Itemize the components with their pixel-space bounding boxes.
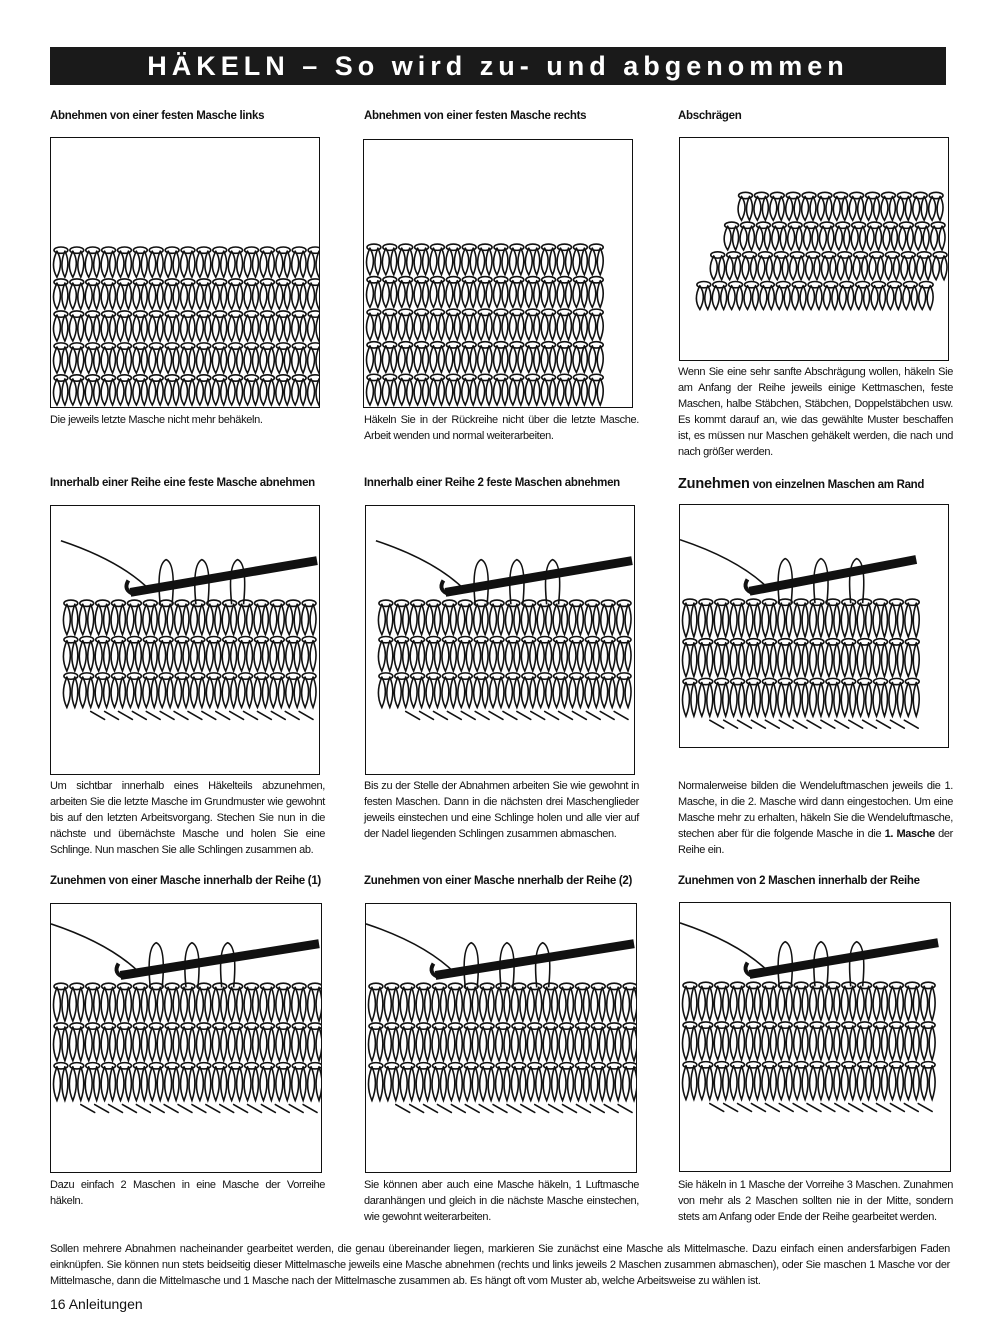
- illustration-abschraegen: [679, 137, 949, 361]
- illustration-zunehmen-innerhalb-1: [50, 903, 322, 1173]
- section-abnehmen-links: [50, 110, 335, 126]
- illustration-abnehmen-rechts: [363, 139, 633, 408]
- caption-text-end: der Reihe ein.: [678, 828, 953, 856]
- section-heading: Abschrägen: [678, 110, 742, 122]
- section-zunehmen-rand: [678, 476, 963, 492]
- illustration-zunehmen-zwei-maschen: [679, 902, 951, 1172]
- section-caption: Bis zu der Stelle der Abnahmen arbeiten Sie wie gewohnt in festen Maschen. Dann in die nächsten drei Maschenglieder jeweils einstechen und eine Schlinge holen und alle vier auf der Nadel liegenden Schlingen zusammen abmaschen.: [364, 780, 639, 840]
- section-heading: Innerhalb einer Reihe 2 feste Maschen abnehmen: [364, 477, 620, 489]
- section-heading: Abnehmen von einer festen Masche links: [50, 110, 265, 122]
- section-eine-masche-abnehmen: [50, 477, 335, 493]
- section-zunehmen-innerhalb-2: [364, 875, 649, 891]
- section-caption: Wenn Sie eine sehr sanfte Abschrägung wollen, häkeln Sie am Anfang der Reihe jeweils einige Kettmaschen, feste Maschen, halbe Stäbchen, Stäbchen, Doppelstäbchen usw. Es kommt darauf an, wie das gewählte Muster beschaffen ist, es müssen nur Maschen gehäkelt werden, die nach und nach größer werden.: [678, 366, 953, 458]
- section-heading: Zunehmen von einer Masche nnerhalb der Reihe (2): [364, 875, 633, 887]
- section-caption: [678, 778, 953, 858]
- heading-emphasis: Zunehmen: [678, 476, 750, 492]
- section-caption: Dazu einfach 2 Maschen in eine Masche der Vorreihe häkeln.: [50, 1179, 325, 1207]
- crochet-illustration: [51, 138, 319, 407]
- illustration-eine-masche-abnehmen: [50, 505, 320, 775]
- section-heading: [678, 476, 963, 492]
- crochet-illustration: [51, 904, 321, 1172]
- crochet-illustration: [364, 140, 632, 407]
- page-number: 16: [50, 1296, 66, 1312]
- section-zunehmen-zwei-maschen: [678, 875, 963, 891]
- section-heading: Zunehmen von einer Masche innerhalb der Reihe (1): [50, 875, 321, 887]
- illustration-abnehmen-links: [50, 137, 320, 408]
- section-zwei-maschen-abnehmen: [364, 477, 649, 493]
- section-caption: Sie häkeln in 1 Masche der Vorreihe 3 Maschen. Zunahmen von mehr als 2 Maschen sollten nie in der Mitte, sondern stets am Anfang oder Ende der Reihe gearbeitet werden.: [678, 1179, 953, 1223]
- caption-text: Normalerweise bilden die Wendeluftmaschen jeweils die 1. Masche, in die 2. Masche wird dann eingestochen. Um eine Masche mehr zu erhalten, häkeln Sie die Wendeluftmasche, stechen aber für die folgende Masche in die: [678, 780, 953, 840]
- crochet-illustration: [680, 505, 948, 747]
- section-heading: Zunehmen von 2 Maschen innerhalb der Reihe: [678, 875, 920, 887]
- crochet-illustration: [366, 506, 634, 774]
- crochet-illustration: [51, 506, 319, 774]
- crochet-illustration: [366, 904, 636, 1172]
- section-abnehmen-rechts: [364, 110, 649, 126]
- footer-paragraph: Sollen mehrere Abnahmen nacheinander gearbeitet werden, die genau übereinander liegen, markieren Sie zunächst eine Masche als Mittelmasche. Dazu einfach einen andersfarbigen Faden einknüpfen. Sie können nun stets beidseitig dieser Mittelmasche jeweils eine Masche abnehmen (rechts und links jeweils 2 Maschen zusammen abmaschen), oder Sie maschen 1 Masche vor der Mittelmasche, dann die Mittelmasche und 1 Masche nach der Mittelmasche zusammen ab. Es hängt oft vom Muster ab, welche Arbeitsweise zu wählen ist.: [50, 1243, 950, 1287]
- section-zunehmen-innerhalb-1: [50, 875, 335, 891]
- section-abschraegen: [678, 110, 963, 126]
- section-heading: Innerhalb einer Reihe eine feste Masche abnehmen: [50, 477, 315, 489]
- section-caption: Die jeweils letzte Masche nicht mehr behäkeln.: [50, 414, 263, 426]
- section-caption: Um sichtbar innerhalb eines Häkelteils abzunehmen, arbeiten Sie die letzte Masche im Grundmuster wie gewohnt bis auf den letzten Arbeitsvorgang. Stechen Sie nun in die nächste und übernächste Masche und holen Sie eine Schlinge. Nun maschen Sie alle Schlingen zusammen ab.: [50, 780, 325, 856]
- section-name: Anleitungen: [68, 1296, 143, 1312]
- crochet-illustration: [680, 138, 948, 360]
- page-title: HÄKELN – So wird zu- und abgenommen: [50, 47, 946, 85]
- section-caption: Sie können aber auch eine Masche häkeln, 1 Luftmasche daranhängen und gleich in die nächste Masche einstechen, wie gewohnt weiterarbeiten.: [364, 1179, 639, 1223]
- caption-emphasis: 1. Masche: [884, 828, 935, 840]
- crochet-illustration: [680, 903, 950, 1171]
- section-heading: Abnehmen von einer festen Masche rechts: [364, 110, 587, 122]
- page-footer: [50, 1296, 143, 1312]
- heading-rest: von einzelnen Maschen am Rand: [749, 479, 925, 491]
- illustration-zunehmen-innerhalb-2: [365, 903, 637, 1173]
- illustration-zunehmen-rand: [679, 504, 949, 748]
- section-caption: Häkeln Sie in der Rückreihe nicht über die letzte Masche. Arbeit wenden und normal weiterarbeiten.: [364, 414, 639, 442]
- illustration-zwei-maschen-abnehmen: [365, 505, 635, 775]
